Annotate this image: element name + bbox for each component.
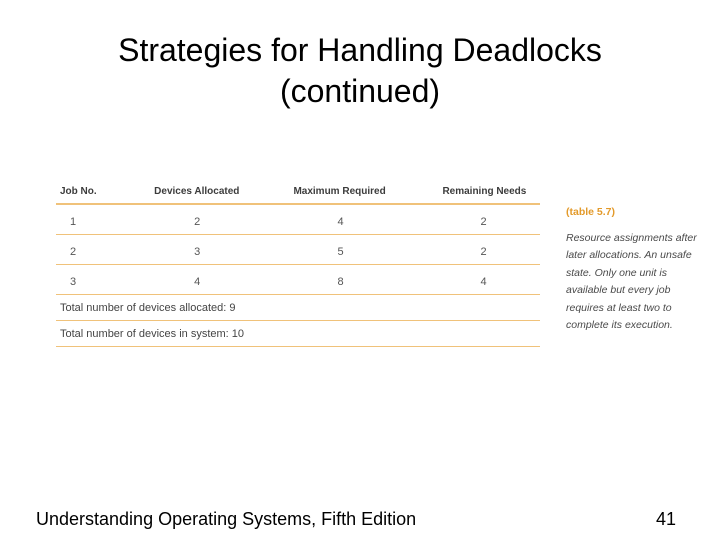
table-caption — [566, 204, 706, 335]
cell-remaining-needs: 2 — [438, 204, 540, 235]
slide-footer: Understanding Operating Systems, Fifth Edition — [36, 509, 417, 529]
table-header-row — [56, 180, 540, 204]
slide-title-line-2: (continued) — [279, 73, 441, 109]
deadlock-table-figure — [56, 180, 546, 347]
cell-job-no: 1 — [56, 204, 150, 235]
table-row — [56, 204, 540, 235]
cell-job-no: 3 — [56, 265, 150, 295]
header-remaining-needs: Remaining Needs — [438, 180, 540, 204]
table-total-row — [56, 321, 540, 347]
resource-allocation-table — [56, 180, 540, 347]
cell-maximum-required: 4 — [289, 204, 438, 235]
table-caption-text: Resource assignments after later allocations. An unsafe state. Only one unit is available but every job requires at least two to complete its execution. — [566, 231, 697, 331]
slide-page-number: 41 — [655, 509, 676, 529]
cell-job-no: 2 — [56, 235, 150, 265]
table-total-row — [56, 295, 540, 321]
slide-title-line-1: Strategies for Handling Deadlocks — [118, 32, 602, 68]
cell-maximum-required: 8 — [289, 265, 438, 295]
table-caption-label: (table 5.7) — [566, 206, 616, 218]
cell-devices-allocated: 4 — [150, 265, 289, 295]
cell-maximum-required: 5 — [289, 235, 438, 265]
header-job-no: Job No. — [56, 180, 150, 204]
slide-title — [0, 30, 720, 112]
header-maximum-required: Maximum Required — [289, 180, 438, 204]
table-row — [56, 235, 540, 265]
table-row — [56, 265, 540, 295]
cell-devices-allocated: 2 — [150, 204, 289, 235]
total-devices-allocated: Total number of devices allocated: 9 — [56, 295, 540, 321]
header-devices-allocated: Devices Allocated — [150, 180, 289, 204]
cell-remaining-needs: 4 — [438, 265, 540, 295]
cell-remaining-needs: 2 — [438, 235, 540, 265]
cell-devices-allocated: 3 — [150, 235, 289, 265]
total-devices-in-system: Total number of devices in system: 10 — [56, 321, 540, 347]
